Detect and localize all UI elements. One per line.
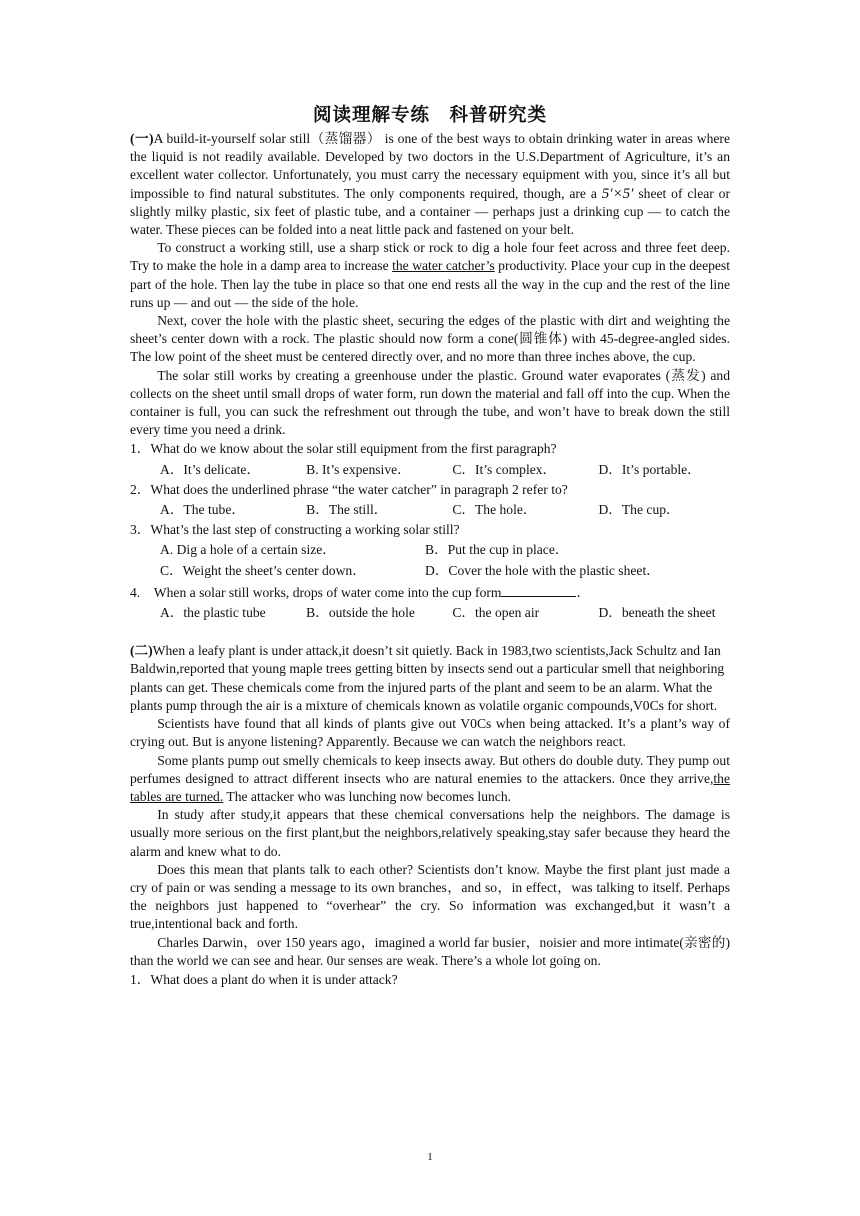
dimension-formula: 5′×5′	[601, 185, 634, 202]
option-c: C．The hole．	[452, 502, 537, 518]
section-label: (二)	[130, 643, 153, 659]
passage-2	[130, 642, 730, 989]
document-page	[130, 104, 730, 989]
passage-2-paragraph-3: Some plants pump out smelly chemicals to keep insects away. But others do double duty. They pump out perfumes designed to attract different insects who are natural enemies to the attackers. 0nce they arrive,the tables are turned. The attacker who was lunching now becomes lunch.	[130, 752, 730, 804]
passage-2-paragraph-6: Charles Darwin，over 150 years ago，imagined a world far busier，noisier and more intimate(亲密的) than the world we can see and hear. 0ur senses are weak. There’s a whole lot going on.	[130, 934, 730, 968]
option-b: B．Put the cup in place．	[425, 542, 569, 558]
option-b: B．outside the hole	[306, 605, 415, 621]
option-a: A．The tube．	[160, 502, 245, 518]
option-b: B．The still．	[306, 502, 388, 518]
question-2	[130, 481, 730, 519]
passage-1	[130, 130, 730, 622]
passage-1-paragraph-2: To construct a working still, use a sharp stick or rock to dig a hole four feet across and three feet deep. Try to make the hole in a damp area to increase the water catcher’s productivity. Place your cup in the deepest part of the hole. Then lay the tube in place so that one end rests all the way in the cup and the rest of the line runs up — and out — the side of the hole.	[130, 240, 730, 310]
option-d: D．It’s portable．	[598, 461, 701, 477]
answer-blank	[501, 582, 576, 597]
passage-1-paragraph-1: (一)A build-it-yourself solar still（蒸馏器） is one of the best ways to obtain drinking water in areas where the liquid is not readily available. Developed by two doctors in the U.S.Department of Agriculture, it’s an excellent water collector. Unfortunately, you must carry the necessary equipment with you, since it’s all but impossible to find natural substitutes. The only components required, though, are a 5′×5′ sheet of clear or slightly milky plastic, six feet of plastic tube, and a container — perhaps just a drinking cup — to catch the water. These pieces can be folded into a neat little pack and fastened on your belt.	[130, 131, 730, 238]
question-stem: 1．What does a plant do when it is under attack?	[130, 971, 398, 987]
option-row	[130, 541, 730, 559]
option-c: C．Weight the sheet’s center down．	[160, 562, 366, 578]
question-stem: 4. When a solar still works, drops of water come into the cup form ．	[130, 582, 730, 602]
passage-2-paragraph-2: Scientists have found that all kinds of plants give out V0Cs when being attacked. It’s a plant’s way of crying out. But is anyone listening? Apparently. Because we can watch the neighbors react.	[130, 716, 730, 750]
option-row	[130, 461, 730, 479]
underlined-phrase: the tables are turned.	[130, 770, 730, 804]
page-title: 阅读理解专练 科普研究类	[312, 105, 547, 126]
passage-2-paragraph-4: In study after study,it appears that these chemical conversations help the neighbors. The damage is usually more serious on the first plant,but the neighbors,relatively speaking,stay safer because they heard the alarm and knew what to do.	[130, 807, 730, 859]
option-c: C．the open air	[452, 605, 540, 621]
option-b: B. It’s expensive．	[306, 461, 411, 477]
option-d: D．The cup．	[598, 502, 680, 518]
question-1	[130, 440, 730, 478]
question-3	[130, 521, 730, 580]
option-row	[130, 604, 730, 622]
passage-1-paragraph-4: The solar still works by creating a greenhouse under the plastic. Ground water evaporates (蒸发) and collects on the sheet until small drops of water form, run down the material and fall off into the cup. When the container is full, you can suck the refreshment out through the tube, and won’t have to break down the still every time you need a drink.	[130, 367, 730, 438]
question-4	[130, 582, 730, 622]
section-gap	[130, 624, 730, 642]
option-a: A. Dig a hole of a certain size．	[160, 542, 336, 558]
underlined-phrase: the water catcher’s	[392, 258, 495, 274]
passage-1-paragraph-3: Next, cover the hole with the plastic sheet, securing the edges of the plastic with dirt and weighting the sheet’s center down with a rock. The plastic should now form a cone(圆锥体) with 45-degree-angled sides. The low point of the sheet must be centered directly over, and no more than three inches above, the cup.	[130, 313, 730, 365]
passage-2-paragraph-1: (二)When a leafy plant is under attack,it doesn’t sit quietly. Back in 1983,two scientists,Jack Schultz and Ian Baldwin,reported that young maple trees getting bitten by insects send out a particular smell that neighboring plants can get. These chemicals come from the injured parts of the plant and seem to be an alarm. What the plants pump through the air is a mixture of chemicals known as volatile organic compounds,V0Cs for short.	[130, 643, 725, 713]
option-row	[130, 501, 730, 519]
passage-2-paragraph-5: Does this mean that plants talk to each other? Scientists don’t know. Maybe the first plant just made a cry of pain or was sending a message to its own branches，and so，in effect，was talking to itself. Perhaps the neighbors just happened to “overhear” the cry. So information was exchanged,but it wasn’t a true,intentional back and forth.	[130, 861, 730, 932]
question-stem: 2．What does the underlined phrase “the water catcher” in paragraph 2 refer to?	[130, 481, 568, 497]
option-d: D．Cover the hole with the plastic sheet．	[425, 562, 660, 578]
option-c: C．It’s complex．	[452, 461, 557, 477]
question-stem: 3．What’s the last step of constructing a working solar still?	[130, 522, 460, 538]
option-a: A．It’s delicate．	[160, 461, 261, 477]
option-d: D．beneath the sheet	[598, 605, 716, 621]
option-row	[130, 562, 730, 580]
section-label: (一)	[130, 131, 154, 146]
option-a: A．the plastic tube	[160, 605, 266, 621]
page-number: 1	[427, 1151, 433, 1163]
question-stem: 1．What do we know about the solar still equipment from the first paragraph?	[130, 441, 557, 457]
